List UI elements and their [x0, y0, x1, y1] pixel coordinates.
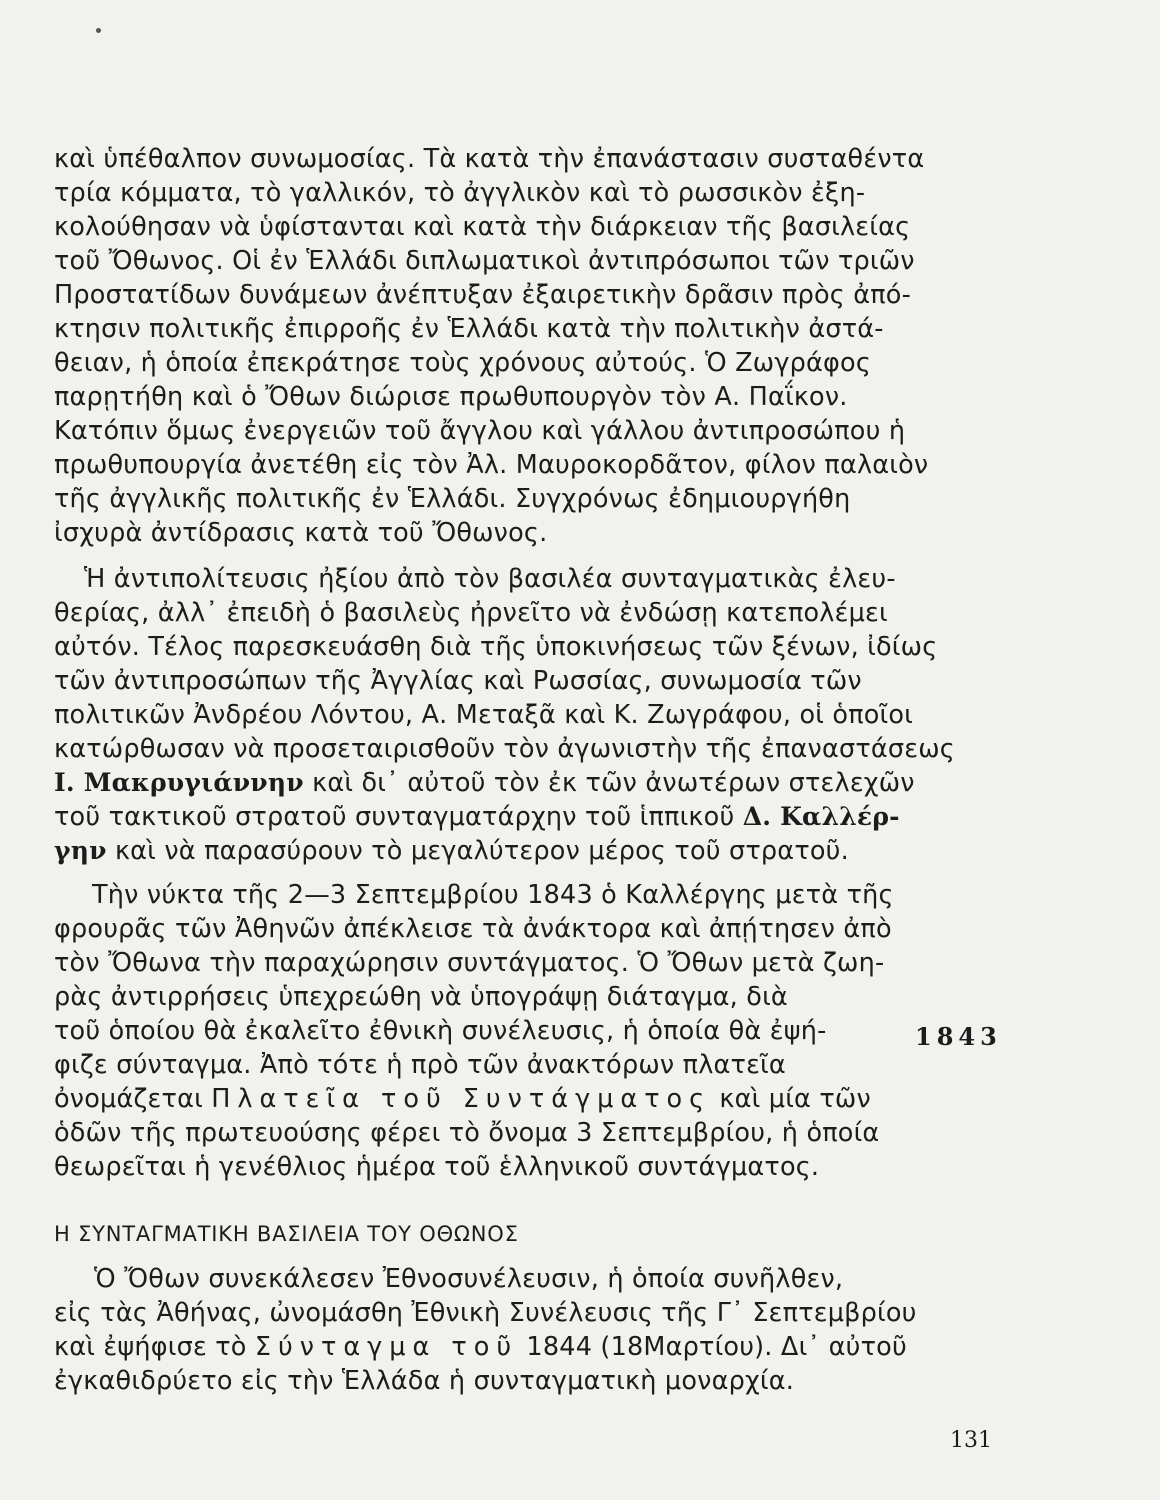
text-line: κολούθησαν νὰ ὑφίστανται καὶ κατὰ τὴν διάρκειαν τῆς βασιλείας [54, 212, 911, 242]
text-line: Ὁ Ὄθων συνεκάλεσεν Ἐθνοσυνέλευσιν, ἡ ὁποία συνῆλθεν, [94, 1264, 844, 1294]
text-line: Κατόπιν ὅμως ἐνεργειῶν τοῦ ἄγγλου καὶ γάλλου ἀντιπροσώπου ἡ [54, 416, 906, 446]
text-line: Ἡ ἀντιπολίτευσις ἠξίου ἀπὸ τὸν βασιλέα συνταγματικὰς ἐλευ- [84, 564, 896, 594]
text-line: τοῦ Ὄθωνος. Οἱ ἐν Ἑλλάδι διπλωματικοὶ ἀντιπρόσωποι τῶν τριῶν [54, 246, 915, 276]
text-segment: ὀνομάζεται [54, 1084, 212, 1114]
text-line [54, 1082, 1004, 1116]
text-line: τοῦ ὁποίου θὰ ἐκαλεῖτο ἐθνικὴ συνέλευσις, ἡ ὁποία θὰ ἐψή- [54, 1016, 827, 1046]
spaced-term-syntagma: Σύνταγμα τοῦ [254, 1332, 519, 1362]
spaced-term-plateia: Πλατεῖα τοῦ Συντάγματος [211, 1084, 712, 1114]
margin-year: 1843 [915, 1022, 1002, 1051]
section-heading: Η ΣΥΝΤΑΓΜΑΤΙΚΗ ΒΑΣΙΛΕΙΑ ΤΟΥ ΟΘΩΝΟΣ [54, 1222, 519, 1246]
text-line: τὸν Ὄθωνα τὴν παραχώρησιν συντάγματος. Ὁ Ὄθων μετὰ ζωη- [54, 948, 885, 978]
text-line: τῶν ἀντιπροσώπων τῆς Ἀγγλίας καὶ Ρωσσίας, συνωμοσία τῶν [54, 666, 862, 696]
text-segment: καὶ δι᾽ αὐτοῦ τὸν ἐκ τῶν ἀνωτέρων στελεχῶν [303, 768, 915, 798]
text-line: τρία κόμματα, τὸ γαλλικόν, τὸ ἀγγλικὸν καὶ τὸ ρωσσικὸν ἐξη- [54, 178, 866, 208]
text-line: ρὰς ἀντιρρήσεις ὑπεχρεώθη νὰ ὑπογράψῃ διάταγμα, διὰ [54, 982, 788, 1012]
text-line: φιζε σύνταγμα. Ἀπὸ τότε ἡ πρὸ τῶν ἀνακτόρων πλατεῖα [54, 1050, 786, 1080]
text-segment: καὶ ἐψήφισε τὸ [54, 1332, 255, 1362]
text-line: τῆς ἀγγλικῆς πολιτικῆς ἐν Ἑλλάδι. Συγχρόνως ἐδημιουργήθη [54, 484, 851, 514]
text-line: θεωρεῖται ἡ γενέθλιος ἡμέρα τοῦ ἑλληνικοῦ συντάγματος. [54, 1152, 820, 1182]
text-line [54, 1330, 1004, 1364]
text-line: καὶ ὑπέθαλπον συνωμοσίας. Τὰ κατὰ τὴν ἐπανάστασιν συσταθέντα [54, 144, 925, 174]
text-line: πρωθυπουργία ἀνετέθη εἰς τὸν Ἀλ. Μαυροκορδᾶτον, φίλον παλαιὸν [54, 450, 929, 480]
text-line: κτησιν πολιτικῆς ἐπιρροῆς ἐν Ἑλλάδι κατὰ τὴν πολιτικὴν ἀστά- [54, 314, 884, 344]
bold-name-makrygiannis: Ι. Μακρυγιάννην [54, 768, 304, 797]
bold-name-kallergis: Δ. Καλλέρ- [742, 802, 900, 831]
text-line: παρῃτήθη καὶ ὁ Ὄθων διώρισε πρωθυπουργὸν τὸν Α. Παΐκον. [54, 382, 848, 412]
text-segment: 1844 (18Μαρτίου). Δι᾽ αὐτοῦ [518, 1332, 907, 1362]
text-line [54, 766, 1004, 800]
text-line: πολιτικῶν Ἀνδρέου Λόντου, Α. Μεταξᾶ καὶ Κ. Ζωγράφου, οἱ ὁποῖοι [54, 700, 914, 730]
text-line: κατώρθωσαν νὰ προσεταιρισθοῦν τὸν ἀγωνιστὴν τῆς ἐπαναστάσεως [54, 734, 955, 764]
text-line: εἰς τὰς Ἀθήνας, ὠνομάσθη Ἐθνικὴ Συνέλευσις τῆς Γ᾽ Σεπτεμβρίου [54, 1298, 917, 1328]
text-line [54, 800, 1004, 834]
text-line: αὐτόν. Τέλος παρεσκευάσθη διὰ τῆς ὑποκινήσεως τῶν ξένων, ἰδίως [54, 632, 938, 662]
text-line: θειαν, ἡ ὁποία ἐπεκράτησε τοὺς χρόνους αὐτούς. Ὁ Ζωγράφος [54, 348, 872, 378]
text-line: θερίας, ἀλλ᾽ ἐπειδὴ ὁ βασιλεὺς ἠρνεῖτο νὰ ἐνδώσῃ κατεπολέμει [54, 598, 888, 628]
text-line: φρουρᾶς τῶν Ἀθηνῶν ἀπέκλεισε τὰ ἀνάκτορα καὶ ἀπῄτησεν ἀπὸ [54, 914, 892, 944]
text-line: ὁδῶν τῆς πρωτευούσης φέρει τὸ ὄνομα 3 Σεπτεμβρίου, ἡ ὁποία [54, 1118, 880, 1148]
text-line [54, 834, 1004, 868]
text-line: ἰσχυρὰ ἀντίδρασις κατὰ τοῦ Ὄθωνος. [54, 518, 548, 548]
text-segment: τοῦ τακτικοῦ στρατοῦ συνταγματάρχην τοῦ ἱππικοῦ [54, 802, 743, 832]
page-number: 131 [950, 1428, 992, 1453]
text-line: ἐγκαθιδρύετο εἰς τὴν Ἑλλάδα ἡ συνταγματικὴ μοναρχία. [54, 1366, 795, 1396]
bold-name-kallergis-cont: γην [54, 836, 107, 865]
ink-speck [96, 28, 101, 33]
text-segment: καὶ μία τῶν [711, 1084, 871, 1114]
text-line: Προστατίδων δυνάμεων ἀνέπτυξαν ἐξαιρετικὴν δρᾶσιν πρὸς ἀπό- [54, 280, 912, 310]
text-segment: καὶ νὰ παρασύρουν τὸ μεγαλύτερον μέρος τοῦ στρατοῦ. [106, 836, 849, 866]
text-line: Τὴν νύκτα τῆς 2—3 Σεπτεμβρίου 1843 ὁ Καλλέργης μετὰ τῆς [92, 880, 894, 910]
